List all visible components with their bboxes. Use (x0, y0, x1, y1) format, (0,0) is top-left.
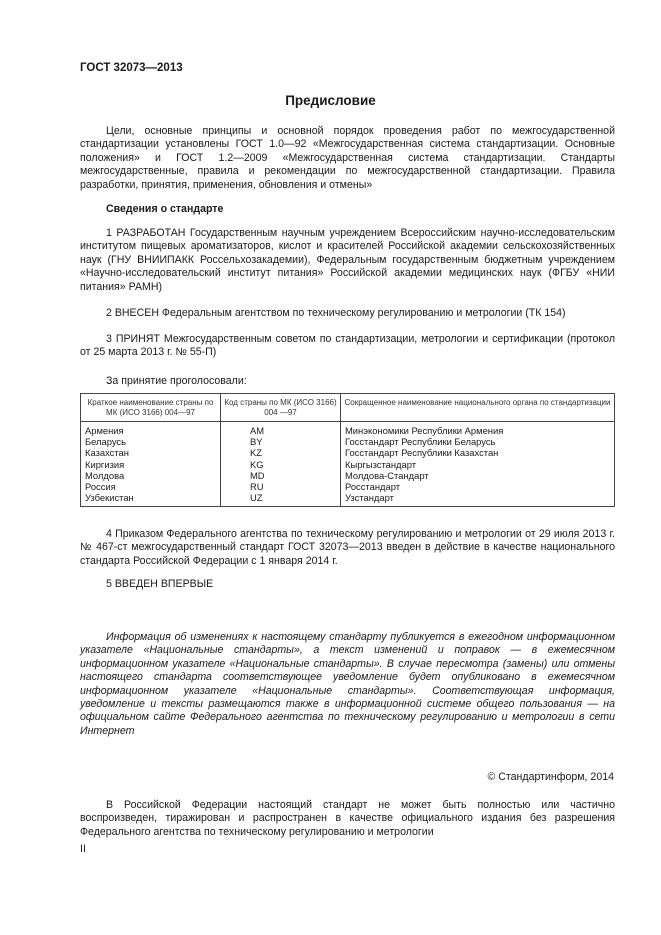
cell-body: Госстандарт Республики Беларусь (341, 436, 615, 447)
cell-body: Минэкономики Республики Армения (341, 422, 615, 437)
cell-code: KG (221, 459, 341, 470)
votes-table (80, 393, 615, 507)
cell-body: Узстандарт (341, 492, 615, 507)
item-adopted: 3 ПРИНЯТ Межгосударственным советом по стандартизации, метрологии и сертификации (протокол от 25 марта 2013 г. № 55-П) (80, 333, 615, 359)
cell-country: Узбекистан (81, 492, 221, 507)
table-row (81, 470, 615, 481)
table-row (81, 492, 615, 507)
cell-body: Госстандарт Республики Казахстан (341, 447, 615, 458)
header-body: Сокращенное наименование национального органа по стандартизации (341, 394, 615, 422)
cell-code: KZ (221, 447, 341, 458)
table-row (81, 422, 615, 437)
cell-body: Росстандарт (341, 481, 615, 492)
item-first-time: 5 ВВЕДЕН ВПЕРВЫЕ (106, 578, 214, 590)
cell-country: Армения (81, 422, 221, 437)
votes-label: За принятие проголосовали: (106, 375, 247, 387)
page-number: II (80, 843, 86, 855)
cell-body: Молдова-Стандарт (341, 470, 615, 481)
item-introduced: 2 ВНЕСЕН Федеральным агентством по техническому регулированию и метрологии (ТК 154) (106, 307, 566, 319)
cell-code: RU (221, 481, 341, 492)
cell-country: Молдова (81, 470, 221, 481)
copyright: © Стандартинформ, 2014 (487, 771, 614, 783)
page-title: Предисловие (285, 93, 376, 108)
reproduction-notice: В Российской Федерации настоящий стандарт не может быть полностью или частично воспроизведен, тиражирован и распространен в качестве официального издания без разрешения Федерального агентства по техническому регулированию и метрологии (80, 799, 615, 838)
table-row (81, 447, 615, 458)
cell-country: Казахстан (81, 447, 221, 458)
table-row (81, 436, 615, 447)
info-note: Информация об изменениях к настоящему стандарту публикуется в ежегодном информационном указателе «Национальные стандарты», а текст изменений и поправок — в ежемесячном информационном указателе «Национальные стандарты». В случае пересмотра (замены) или отмены настоящего стандарта соответствующее уведомление будет опубликовано в ежемесячном информационном указателе «Национальные стандарты». Соответствующая информация, уведомление и тексты размещаются также в информационной системе общего пользования — на официальном сайте Федерального агентства по техническому регулированию и метрологии в сети Интернет (80, 631, 615, 737)
cell-country: Россия (81, 481, 221, 492)
votes-table-header (81, 394, 615, 422)
table-row (81, 481, 615, 492)
cell-country: Беларусь (81, 436, 221, 447)
section-title: Сведения о стандарте (106, 203, 224, 215)
table-row (81, 459, 615, 470)
cell-country: Киргизия (81, 459, 221, 470)
document-number-header: ГОСТ 32073—2013 (80, 62, 183, 74)
header-country: Краткое наименование страны по МК (ИСО 3166) 004—97 (81, 394, 221, 422)
cell-code: AM (221, 422, 341, 437)
cell-body: Кыргызстандарт (341, 459, 615, 470)
cell-code: MD (221, 470, 341, 481)
header-code: Код страны по МК (ИСО 3166) 004 —97 (221, 394, 341, 422)
intro-paragraph: Цели, основные принципы и основной порядок проведения работ по межгосударственной стандартизации установлены ГОСТ 1.0—92 «Межгосударственная система стандартизации. Основные положения» и ГОСТ 1.2—2009 «Межгосударственная система стандартизации. Стандарты межгосударственные, правила и рекомендации по межгосударственной стандартизации. Правила разработки, принятия, применения, обновления и отмены» (80, 125, 615, 191)
cell-code: BY (221, 436, 341, 447)
item-developed: 1 РАЗРАБОТАН Государственным научным учреждением Всероссийским научно-исследовательским институтом пищевых ароматизаторов, кислот и красителей Российской академии сельскохозяйственных наук (ГНУ ВНИИПАКК Россельхозакадемии), Федеральным государственным бюджетным учреждением «Научно-исследовательский институт питания» Российской академии медицинских наук (ФГБУ «НИИ питания» РАМН) (80, 227, 615, 293)
cell-code: UZ (221, 492, 341, 507)
item-order: 4 Приказом Федерального агентства по техническому регулированию и метрологии от 29 июля 2013 г. № 467-ст межгосударственный стандарт ГОСТ 32073—2013 введен в действие в качестве национального стандарта Российской Федерации с 1 января 2014 г. (80, 528, 615, 567)
